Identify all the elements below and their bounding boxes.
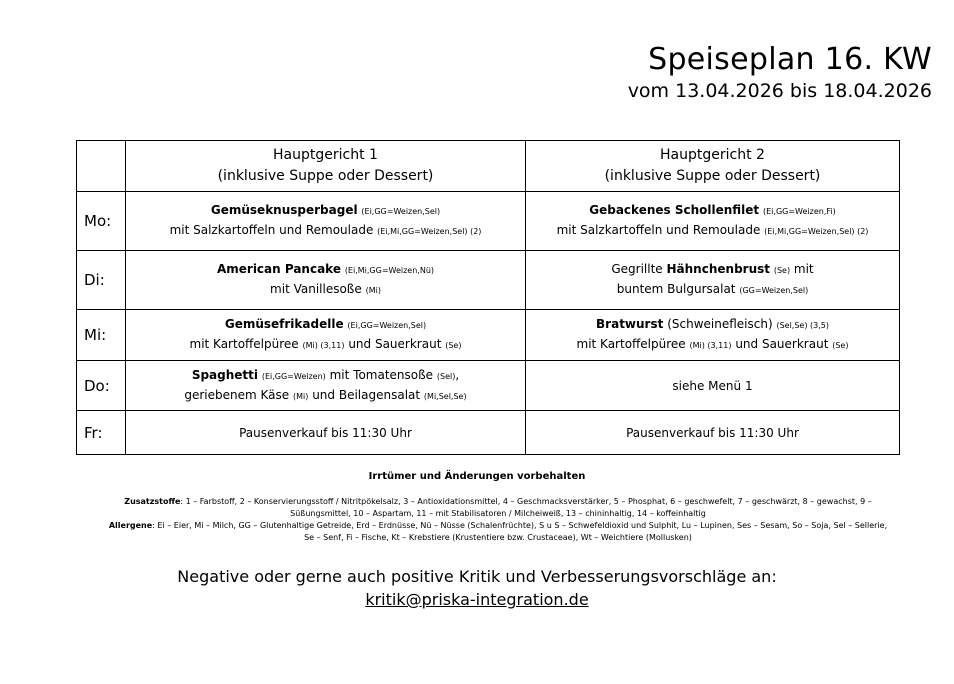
meal-cell: Spaghetti (Ei,GG=Weizen) mit Tomatensoße (Sel), geriebenem Käse (Mi) und Beilagensalat (Mi,Sel,Se) bbox=[126, 361, 526, 411]
corner-cell bbox=[77, 141, 126, 192]
meal-cell: Gemüseknusperbagel (Ei,GG=Weizen,Sel) mit Salzkartoffeln und Remoulade (Ei,Mi,GG=Weizen,Sel) (2) bbox=[126, 192, 526, 251]
day-label: Di: bbox=[77, 251, 126, 310]
dish-name: Bratwurst bbox=[596, 317, 664, 331]
dish-name: Gemüsefrikadelle bbox=[224, 317, 344, 331]
meal-cell: Pausenverkauf bis 11:30 Uhr bbox=[126, 411, 526, 455]
table-row bbox=[77, 310, 900, 361]
table-header-row bbox=[77, 141, 900, 192]
meal-cell: siehe Menü 1 bbox=[526, 361, 900, 411]
legend bbox=[108, 496, 888, 544]
feedback-text: Negative oder gerne auch positive Kritik und Verbesserungsvorschläge an: bbox=[177, 567, 777, 586]
meal-cell: Gebackenes Schollenfilet (Ei,GG=Weizen,Fi) mit Salzkartoffeln und Remoulade (Ei,Mi,GG=Weizen,Sel) (2) bbox=[526, 192, 900, 251]
day-label: Do: bbox=[77, 361, 126, 411]
dish-name: Gebackenes Schollenfilet bbox=[589, 203, 760, 217]
disclaimer: Irrtümer und Änderungen vorbehalten bbox=[368, 471, 586, 482]
day-label: Fr: bbox=[77, 411, 126, 455]
allergene-legend: Allergene: Ei – Eier, Mi – Milch, GG – Glutenhaltige Getreide, Erd – Erdnüsse, Nü – Nüsse (Schalenfrüchte), S u S – Schwefeldioxid und Sulphit, Lu – Lupinen, Ses – Sesam, So – Soja, Sel – Sellerie, Se – Senf, Fi – Fische, Kt – Krebstiere (Krustentiere bzw. Crustaceae), Wt – Weichtiere (Mollusken) bbox=[108, 521, 888, 542]
meal-cell: Gemüsefrikadelle (Ei,GG=Weizen,Sel) mit Kartoffelpüree (Mi) (3,11) und Sauerkraut (Se) bbox=[126, 310, 526, 361]
menu-table bbox=[76, 140, 900, 455]
date-range: vom 13.04.2026 bis 18.04.2026 bbox=[627, 80, 932, 102]
page-title: Speiseplan 16. KW bbox=[648, 42, 932, 77]
header-hauptgericht-1: Hauptgericht 1 (inklusive Suppe oder Dessert) bbox=[126, 141, 526, 192]
zusatzstoffe-legend: Zusatzstoffe: 1 – Farbstoff, 2 – Konservierungsstoff / Nitritpökelsalz, 3 – Antioxidationsmittel, 4 – Geschmacksverstärker, 5 – Phosphat, 6 – geschwefelt, 7 – geschwärzt, 8 – gewachst, 9 – Süßungsmittel, 10 – Aspartam, 11 – mit Stabilisatoren / Milcheiweiß, 13 – chininhaltig, 14 – koffeinhaltig bbox=[124, 497, 872, 518]
dish-name: Spaghetti bbox=[191, 367, 258, 382]
table-row bbox=[77, 251, 900, 310]
day-label: Mi: bbox=[77, 310, 126, 361]
meal-cell: Gegrillte Hähnchenbrust (Se) mit buntem Bulgursalat (GG=Weizen,Sel) bbox=[526, 251, 900, 310]
feedback-section bbox=[0, 565, 954, 611]
table-row bbox=[77, 411, 900, 455]
feedback-email-link[interactable]: kritik@priska-integration.de bbox=[365, 590, 589, 609]
day-label: Mo: bbox=[77, 192, 126, 251]
meal-cell: Pausenverkauf bis 11:30 Uhr bbox=[526, 411, 900, 455]
dish-name: Hähnchenbrust bbox=[666, 262, 770, 276]
meal-cell: American Pancake (Ei,Mi,GG=Weizen,Nü) mit Vanillesoße (Mi) bbox=[126, 251, 526, 310]
table-row bbox=[77, 192, 900, 251]
dish-name: American Pancake bbox=[216, 262, 341, 276]
header-hauptgericht-2: Hauptgericht 2 (inklusive Suppe oder Dessert) bbox=[526, 141, 900, 192]
table-row bbox=[77, 361, 900, 411]
dish-name: Gemüseknusperbagel bbox=[210, 203, 358, 217]
meal-cell: Bratwurst (Schweinefleisch) (Sel,Se) (3,5) mit Kartoffelpüree (Mi) (3,11) und Sauerkraut (Se) bbox=[526, 310, 900, 361]
